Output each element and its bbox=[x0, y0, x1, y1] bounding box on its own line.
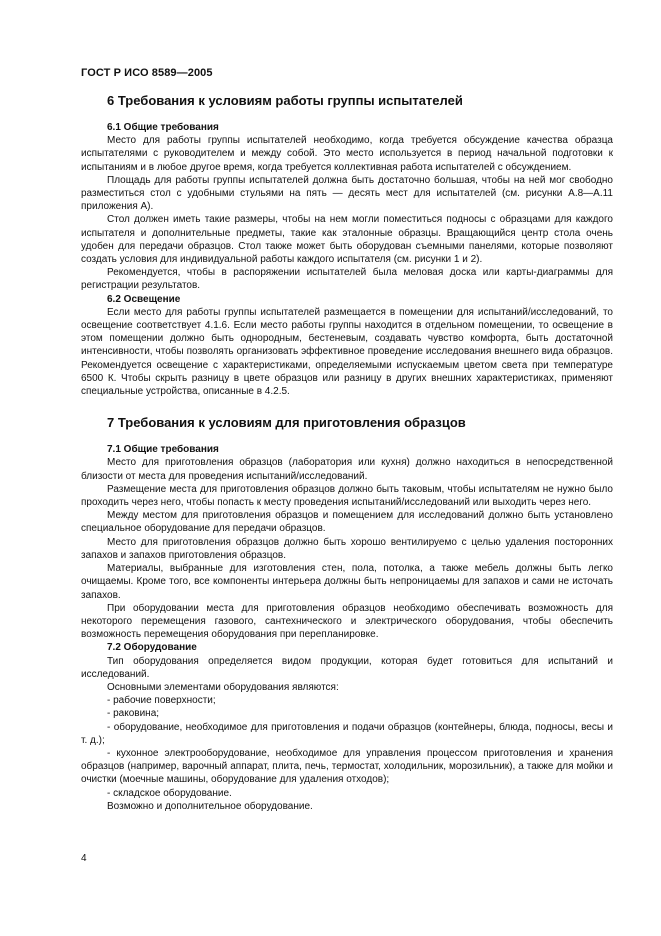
paragraph: Место для работы группы испытателей необходимо, когда требуется обсуждение качества образца испытателями с руководителем и между собой. Это место используется в период начальной подготовки к испытаниям и в любое другое время, когда требуется коллективная работа испытателей с обсуждением. bbox=[81, 135, 613, 173]
paragraph: Возможно и дополнительное оборудование. bbox=[107, 800, 313, 812]
document-identifier: ГОСТ Р ИСО 8589—2005 bbox=[81, 67, 213, 79]
list-item: - рабочие поверхности; bbox=[107, 695, 216, 707]
paragraph: Если место для работы группы испытателей размещается в помещении для испытаний/исследований, то освещение соответствует 4.1.6. Если место работы группы находится в отдельном помещении, то освещение в этом помещении должно быть однородным, бестеневым, создавать чувство комфорта, быть достаточной интенсивности, чтобы позволять организовать эффективное проведение исследования внешнего вида образцов. Рекомендуется освещение с характеристиками, определяемыми испускаемым цветом света при температуре 6500 К. Чтобы скрыть разницу в цвете образцов или разницу в других внешних характеристиках, применяют специальные устройства, описанные в 4.2.5. bbox=[81, 306, 613, 398]
paragraph: Размещение места для приготовления образцов должно быть таковым, чтобы испытателям не нужно было проходить через него, чтобы попасть к месту проведения испытаний/исследований или выходить через него. bbox=[81, 483, 613, 509]
list-item: - складское оборудование. bbox=[107, 787, 232, 799]
subsection-6-2-title: 6.2 Освещение bbox=[107, 293, 181, 305]
paragraph: Основными элементами оборудования являются: bbox=[107, 681, 339, 693]
list-item: - кухонное электрооборудование, необходимое для управления процессом приготовления и хранения образцов (например, варочный аппарат, плита, печь, термостат, холодильник, морозильник), а также для мойки и очистки (моечные машины, оборудование для удаления отходов); bbox=[81, 747, 613, 786]
section-6-title: 6 Требования к условиям работы группы испытателей bbox=[107, 93, 463, 108]
paragraph: Рекомендуется, чтобы в распоряжении испытателей была меловая доска или карты-диаграммы для регистрации результатов. bbox=[81, 267, 613, 292]
paragraph: Место для приготовления образцов (лаборатория или кухня) должно находиться в непосредственной близости от места для проведения испытаний/исследований. bbox=[81, 457, 613, 482]
paragraph: Между местом для приготовления образцов и помещением для исследований должно быть установлено специальное оборудование для передачи образцов. bbox=[81, 510, 613, 535]
page-content bbox=[81, 90, 613, 813]
section-7-title: 7 Требования к условиям для приготовления образцов bbox=[107, 415, 466, 431]
list-item: - раковина; bbox=[107, 708, 160, 720]
paragraph: При оборудовании места для приготовления образцов необходимо обеспечивать возможность для некоторого перемещения газового, сантехнического и электрического оборудования, чтобы обеспечить возможность перемещения оборудования при перепланировке. bbox=[81, 602, 613, 641]
list-item: - оборудование, необходимое для приготовления и подачи образцов (контейнеры, блюда, подносы, весы и т. д.); bbox=[81, 721, 613, 746]
paragraph: Тип оборудования определяется видом продукции, которая будет готовиться для испытаний и исследований. bbox=[81, 655, 613, 680]
subsection-6-1-title: 6.1 Общие требования bbox=[107, 122, 219, 133]
paragraph: Стол должен иметь такие размеры, чтобы на нем могли поместиться подносы с образцами для каждого испытателя и дополнительные предметы, такие как эталонные образцы. Вращающийся центр стола очень удобен для передачи образцов. Стол также может быть оборудован съемными панелями, которые позволяют создать условия для индивидуальной работы каждого испытателя (см. рисунки 1 и 2). bbox=[81, 214, 613, 266]
subsection-7-1-title: 7.1 Общие требования bbox=[107, 444, 219, 456]
paragraph: Материалы, выбранные для изготовления стен, пола, потолка, а также мебель должны быть легко очищаемы. Кроме того, все компоненты интерьера должны быть непроницаемы для запахов и сами не источать запахов. bbox=[81, 563, 613, 601]
subsection-7-2-title: 7.2 Оборудование bbox=[107, 642, 197, 654]
paragraph: Площадь для работы группы испытателей должна быть достаточно большая, чтобы на ней мог свободно разместиться стол с удобными стульями на пять — десять мест для испытателей (см. рисунки А.8—А.11 приложения А). bbox=[81, 174, 613, 213]
page-number: 4 bbox=[81, 853, 87, 864]
paragraph: Место для приготовления образцов должно быть хорошо вентилируемо с целью удаления посторонних запахов и запахов приготовления образцов. bbox=[81, 536, 613, 561]
